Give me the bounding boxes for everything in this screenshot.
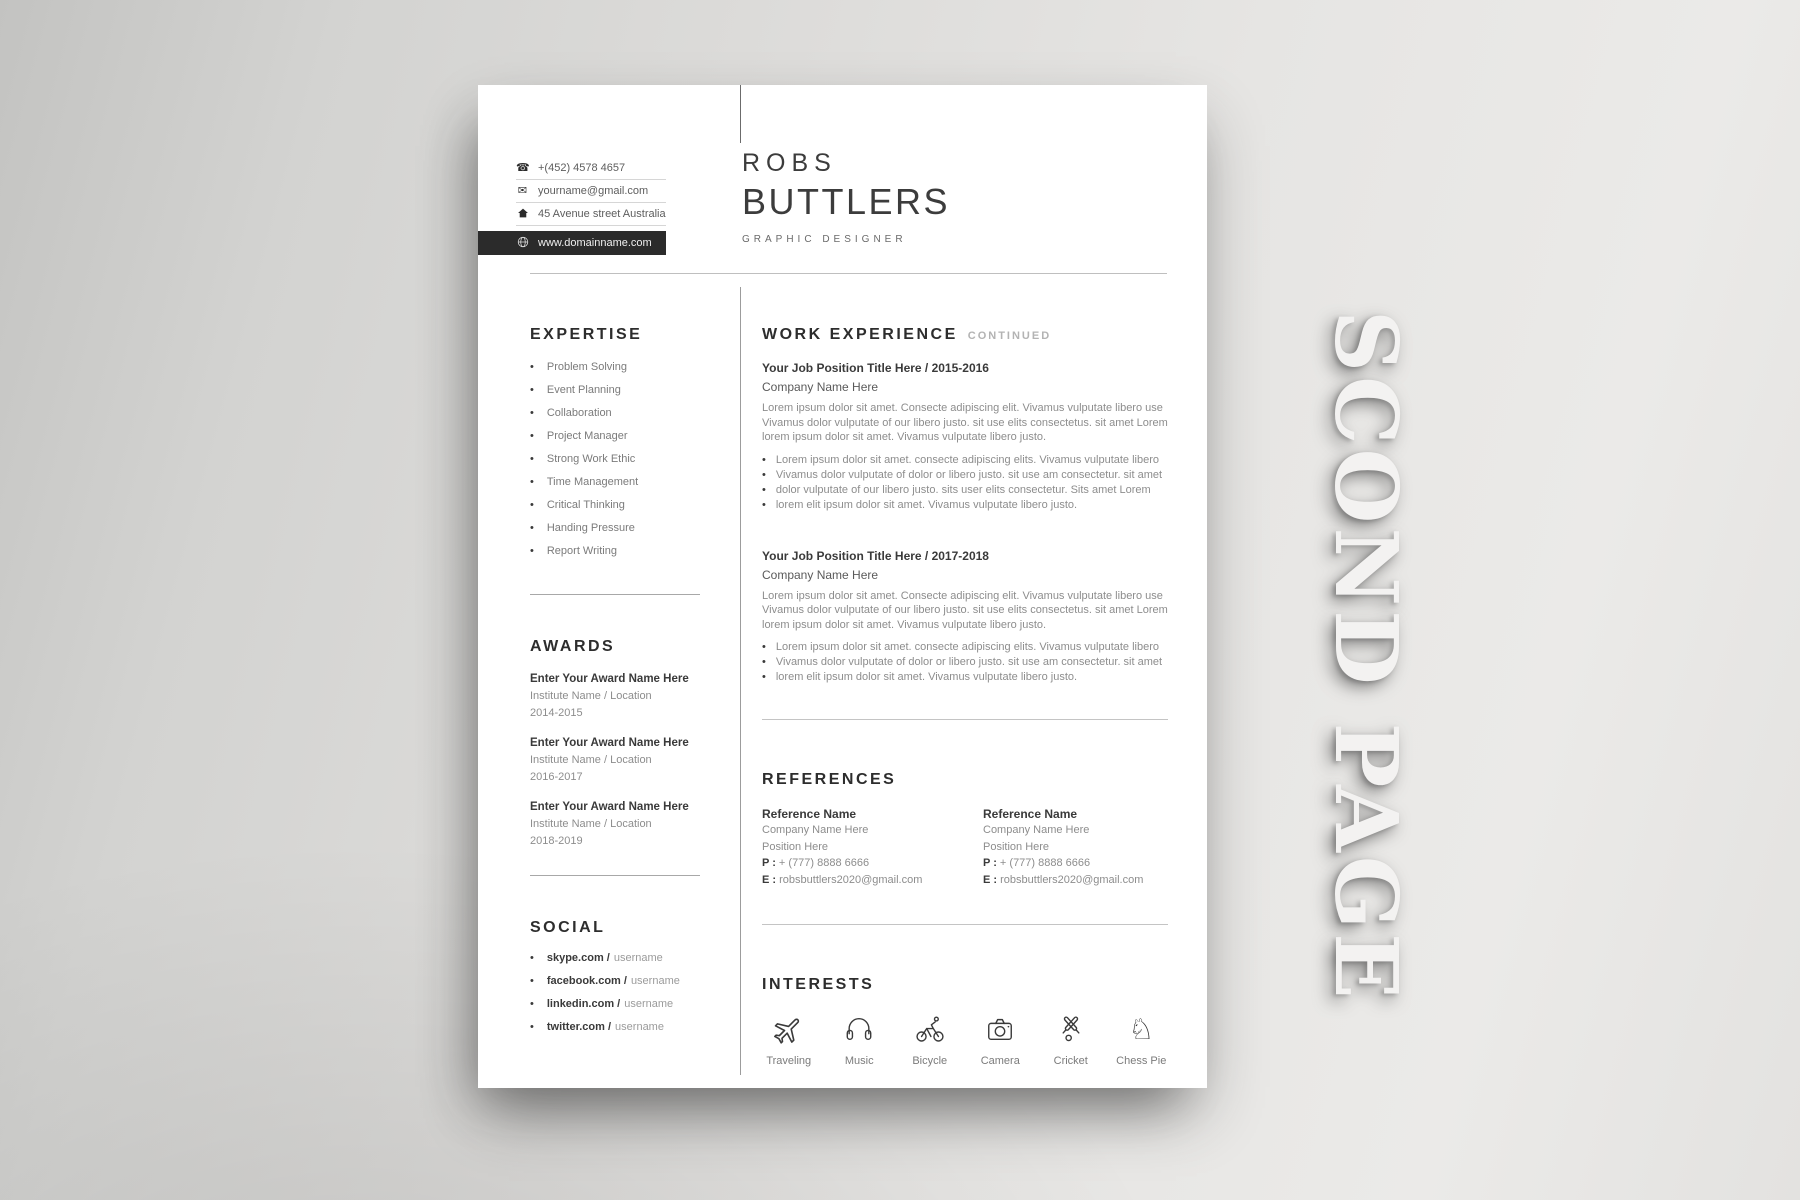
- header-horizontal-rule: [530, 273, 1167, 274]
- expertise-item: [530, 430, 700, 453]
- social-site: twitter.com /: [546, 1021, 612, 1033]
- bullet-icon: •: [530, 453, 534, 465]
- social-item: [530, 975, 700, 998]
- interest-item: [762, 1013, 816, 1067]
- job-bullet: [762, 655, 1168, 670]
- work-experience-heading: WORK EXPERIENCE: [762, 326, 958, 343]
- award-institute: Institute Name / Location: [530, 818, 652, 830]
- award-name: Enter Your Award Name Here: [530, 801, 689, 813]
- bullet-icon: •: [530, 476, 534, 488]
- contact-address: 45 Avenue street Australia: [538, 208, 666, 220]
- envelope-icon: ✉: [517, 184, 528, 197]
- contact-address-row: [516, 203, 666, 226]
- expertise-item: [530, 384, 700, 407]
- bullet-icon: •: [530, 384, 534, 396]
- job-bullet-text: Vivamus dolor vulputate of dolor or libero justo. sit use am consectetur. sit amet: [775, 656, 1163, 668]
- social-item: [530, 1021, 700, 1044]
- sidebar-divider: [530, 875, 700, 876]
- expertise-label: Critical Thinking: [546, 499, 625, 511]
- job-title: Your Job Position Title Here / 2017-2018: [762, 548, 989, 563]
- job-bullet: [762, 453, 1168, 468]
- job-bullet: [762, 670, 1168, 685]
- job-company: Company Name Here: [762, 567, 879, 582]
- reference-email-line: [762, 872, 983, 889]
- reference-company: Company Name Here: [762, 824, 869, 836]
- bullet-icon: •: [530, 975, 534, 987]
- main-divider: [762, 719, 1168, 720]
- job-paragraph: Lorem ipsum dolor sit amet. Consecte adipiscing elit. Vivamus vulputate libero use Vivamus dolor vulputate of our libero justo. sit use elits consectetus. sit amet Lorem lorem ipsum dolor sit amet. Vivamus vulputate libero justo.: [762, 402, 1168, 443]
- expertise-item: [530, 407, 700, 430]
- job-paragraph: Lorem ipsum dolor sit amet. Consecte adipiscing elit. Vivamus vulputate libero use Vivamus dolor vulputate of our libero justo. sit use elits consectetus. sit amet Lorem lorem ipsum dolor sit amet. Vivamus vulputate libero justo.: [762, 589, 1168, 631]
- job-bullet-text: lorem elit ipsum dolor sit amet. Vivamus vulputate libero justo.: [775, 498, 1078, 511]
- resume-page: [478, 85, 1207, 1088]
- first-name: ROBS: [742, 149, 837, 177]
- interest-item: [833, 1013, 887, 1067]
- second-page-watermark: SCOND PAGE: [1315, 310, 1416, 1003]
- phone-label: P :: [762, 857, 776, 869]
- bicycle-icon: [903, 1013, 957, 1045]
- awards-heading: AWARDS: [530, 638, 616, 655]
- job-bullet: [762, 468, 1168, 483]
- bullet-icon: •: [762, 453, 766, 466]
- bullet-icon: •: [762, 483, 766, 496]
- email-label: E :: [983, 873, 998, 886]
- expertise-label: Time Management: [546, 476, 639, 488]
- social-site: linkedin.com /: [546, 998, 621, 1010]
- award-institute: Institute Name / Location: [530, 690, 652, 702]
- bullet-icon: •: [530, 998, 534, 1010]
- expertise-item: [530, 499, 700, 522]
- reference-entry: [983, 806, 1168, 888]
- job-bullet: [762, 640, 1168, 655]
- globe-icon: [516, 236, 529, 251]
- job-entry: [762, 549, 1168, 686]
- job-bullet: [762, 498, 1168, 513]
- interest-label: Cricket: [1053, 1055, 1088, 1067]
- bullet-icon: •: [762, 468, 766, 481]
- bullet-icon: •: [530, 430, 534, 442]
- bullet-icon: •: [530, 407, 534, 419]
- job-company: Company Name Here: [762, 380, 879, 394]
- award-institute: Institute Name / Location: [530, 754, 652, 766]
- reference-name: Reference Name: [762, 807, 857, 821]
- reference-phone: + (777) 8888 6666: [778, 857, 870, 869]
- references-heading: REFERENCES: [762, 771, 897, 788]
- bullet-icon: •: [530, 361, 534, 373]
- job-title: Your Job Position Title Here / 2015-2016: [762, 361, 989, 375]
- reference-position: Position Here: [983, 840, 1050, 853]
- award-entry: [530, 800, 700, 849]
- interest-item: [1044, 1013, 1098, 1067]
- social-username: username: [624, 998, 674, 1010]
- column-divider-rule: [740, 287, 741, 1075]
- last-name: BUTTLERS: [742, 181, 951, 222]
- interest-item: [903, 1013, 957, 1067]
- award-name: Enter Your Award Name Here: [530, 737, 689, 749]
- bullet-icon: •: [530, 1021, 534, 1033]
- cricket-bats-icon: [1044, 1013, 1098, 1045]
- expertise-label: Handing Pressure: [546, 522, 635, 534]
- contact-website-bar: [478, 231, 666, 255]
- social-username: username: [615, 1021, 664, 1033]
- job-bullet-text: lorem elit ipsum dolor sit amet. Vivamus vulputate libero justo.: [775, 671, 1078, 683]
- expertise-label: Collaboration: [546, 407, 612, 419]
- chess-knight-icon: [1115, 1013, 1169, 1045]
- contact-block: [478, 157, 666, 255]
- expertise-label: Strong Work Ethic: [546, 453, 636, 465]
- expertise-list: [530, 361, 700, 568]
- job-entry: [762, 361, 1168, 513]
- interest-label: Camera: [980, 1055, 1020, 1067]
- reference-name: Reference Name: [983, 807, 1078, 821]
- job-bullet-text: Lorem ipsum dolor sit amet. consecte adipiscing elits. Vivamus vulputate libero: [775, 641, 1160, 653]
- email-label: E :: [762, 873, 777, 886]
- social-username: username: [630, 975, 680, 987]
- interest-item: [1115, 1013, 1169, 1067]
- bullet-icon: •: [762, 656, 766, 668]
- phone-label: P :: [983, 857, 997, 869]
- expertise-label: Report Writing: [546, 545, 617, 557]
- interest-label: Traveling: [766, 1055, 812, 1067]
- award-entry: [530, 736, 700, 785]
- sidebar-divider: [530, 594, 700, 595]
- reference-email-line: [983, 872, 1168, 889]
- bullet-icon: •: [530, 952, 534, 964]
- expertise-item: [530, 476, 700, 499]
- continued-label: CONTINUED: [967, 330, 1052, 342]
- social-username: username: [613, 952, 663, 964]
- contact-website: www.domainname.com: [538, 237, 652, 249]
- award-years: 2016-2017: [530, 771, 583, 783]
- reference-email: robsbuttlers2020@gmail.com: [779, 873, 923, 886]
- bullet-icon: •: [530, 499, 534, 511]
- interests-row: [762, 1013, 1168, 1067]
- expertise-heading: EXPERTISE: [530, 326, 643, 343]
- bullet-icon: •: [762, 671, 766, 683]
- references-row: [762, 806, 1168, 888]
- reference-phone: + (777) 8888 6666: [999, 857, 1091, 869]
- expertise-item: [530, 522, 700, 545]
- job-bullet-text: Vivamus dolor vulputate of dolor or libero justo. sit use am consectetur. sit amet: [775, 468, 1163, 481]
- social-item: [530, 998, 700, 1021]
- expertise-label: Problem Solving: [546, 361, 627, 373]
- bullet-icon: •: [762, 498, 766, 511]
- chess-knight-glyph: ♘: [1128, 1012, 1155, 1046]
- main-divider: [762, 924, 1168, 925]
- reference-company: Company Name Here: [983, 824, 1090, 836]
- expertise-item: [530, 453, 700, 476]
- contact-phone: +(452) 4578 4657: [538, 162, 626, 174]
- sidebar: [530, 325, 700, 1044]
- main-column: [762, 325, 1168, 1067]
- interest-label: Chess Pie: [1116, 1055, 1167, 1067]
- award-entry: [530, 672, 700, 721]
- reference-position: Position Here: [762, 840, 829, 853]
- job-bullets: [762, 453, 1168, 513]
- phone-icon: ☎: [516, 161, 530, 174]
- social-item: [530, 952, 700, 975]
- social-heading: SOCIAL: [530, 919, 606, 936]
- reference-phone-line: [983, 855, 1168, 872]
- award-years: 2014-2015: [530, 707, 583, 719]
- airplane-icon: [762, 1013, 816, 1045]
- job-bullet-text: Lorem ipsum dolor sit amet. consecte adipiscing elits. Vivamus vulputate libero: [775, 453, 1160, 466]
- bullet-icon: •: [530, 545, 534, 557]
- header-vertical-rule: [740, 85, 741, 143]
- job-bullet-text: dolor vulputate of our libero justo. sits user elits consectetur. Sits amet Lorem: [775, 483, 1151, 496]
- award-years: 2018-2019: [530, 835, 583, 847]
- reference-phone-line: [762, 855, 983, 872]
- interest-label: Music: [844, 1055, 874, 1067]
- award-name: Enter Your Award Name Here: [530, 673, 689, 685]
- reference-entry: [762, 806, 983, 888]
- contact-phone-row: [516, 157, 666, 180]
- interests-heading: INTERESTS: [762, 976, 875, 993]
- job-bullet: [762, 483, 1168, 498]
- expertise-label: Event Planning: [546, 384, 621, 396]
- home-icon: [516, 207, 529, 222]
- contact-email-row: [516, 180, 666, 203]
- reference-email: robsbuttlers2020@gmail.com: [1000, 873, 1144, 886]
- name-header: [742, 149, 950, 245]
- expertise-item: [530, 545, 700, 568]
- work-experience-heading-row: [762, 325, 1168, 345]
- bullet-icon: •: [530, 522, 534, 534]
- expertise-item: [530, 361, 700, 384]
- social-site: skype.com /: [546, 952, 610, 964]
- interest-item: [974, 1013, 1028, 1067]
- job-bullets: [762, 640, 1168, 685]
- camera-icon: [974, 1013, 1028, 1045]
- bullet-icon: •: [762, 641, 766, 653]
- headphones-icon: [833, 1013, 887, 1045]
- interest-label: Bicycle: [912, 1055, 948, 1067]
- role-title: GRAPHIC DESIGNER: [742, 234, 907, 245]
- social-list: [530, 952, 700, 1044]
- social-site: facebook.com /: [546, 975, 627, 987]
- expertise-label: Project Manager: [546, 430, 628, 442]
- contact-email: yourname@gmail.com: [538, 185, 649, 197]
